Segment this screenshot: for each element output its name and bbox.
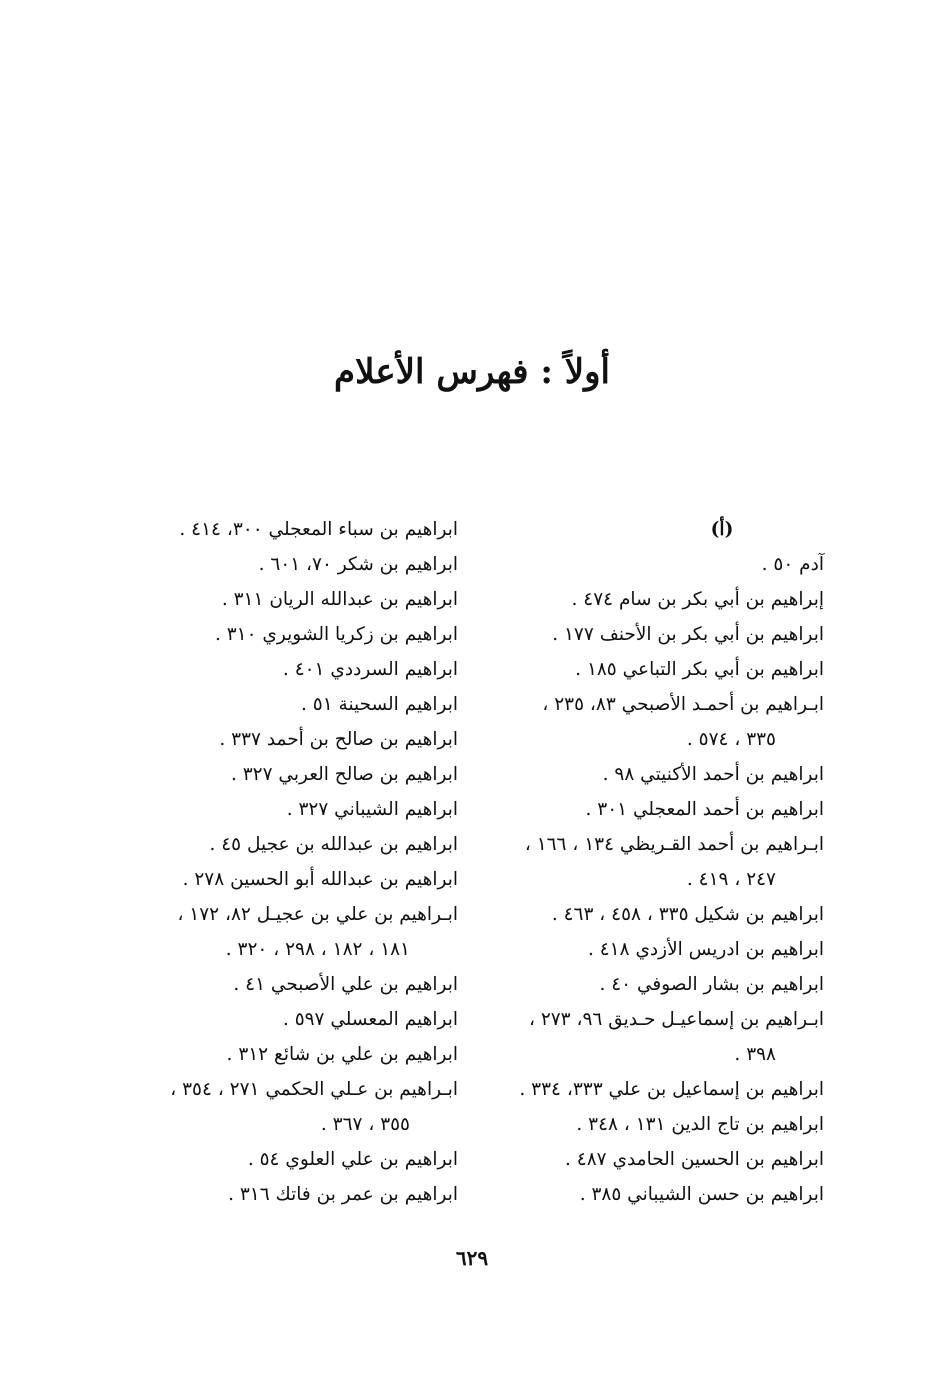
index-entry-continuation: ٣٥٥ ، ٣٦٧ . [320, 1114, 410, 1135]
index-entry: ابراهيم بن أحمد الأكنيتي ٩٨ . [602, 764, 824, 785]
index-entry: ابراهيم بن أبي بكر بن الأحنف ١٧٧ . [552, 624, 824, 645]
index-entry: ابراهيم بن زكريا الشويري ٣١٠ . [214, 624, 458, 645]
index-entry: ابراهيم بن سباء المعجلي ٣٠٠، ٤١٤ . [179, 519, 458, 540]
index-entry: ابراهيم بن شكر ٧٠، ٦٠١ . [258, 554, 458, 575]
index-entry: ابراهيم بن بشار الصوفي ٤٠ . [599, 974, 824, 995]
index-entry-continuation: ٢٤٧ ، ٤١٩ . [686, 869, 776, 890]
page-number: ٦٢٩ [455, 1246, 489, 1270]
index-entry-continuation: ٣٣٥ ، ٥٧٤ . [686, 729, 776, 750]
index-entry: ابراهيم بن علي بن شائع ٣١٢ . [226, 1044, 458, 1065]
index-entry: ابراهيم بن شكيل ٣٣٥ ، ٤٥٨ ، ٤٦٣ . [551, 904, 824, 925]
index-entry: ابراهيم الشيباني ٣٢٧ . [286, 799, 458, 820]
index-entry: ابراهيم بن عبدالله بن عجيل ٤٥ . [209, 834, 458, 855]
index-entry: ابـراهيم بن عـلي الحكمي ٢٧١ ، ٣٥٤ ، [170, 1079, 458, 1100]
index-entry: ابراهيم بن أبي بكر التباعي ١٨٥ . [575, 659, 824, 680]
index-entry: ابراهيم المعسلي ٥٩٧ . [282, 1009, 458, 1030]
index-entry: ابراهيم بن علي العلوي ٥٤ . [247, 1149, 458, 1170]
index-entry: ابراهيم بن عبدالله الريان ٣١١ . [221, 589, 458, 610]
index-entry: آدم ٥٠ . [761, 554, 824, 575]
index-column-left [134, 512, 458, 1212]
index-entry: ابـراهيم بن أحمد القـريظي ١٣٤ ، ١٦٦ ، [524, 834, 824, 855]
index-entry: ابراهيم بن أحمد المعجلي ٣٠١ . [585, 799, 824, 820]
index-entry-continuation: ٣٩٨ . [734, 1044, 776, 1065]
index-entry: ابـراهيم بن علي بن عجيـل ٨٢، ١٧٢ ، [177, 904, 458, 925]
index-entry: ابراهيم السرددي ٤٠١ . [282, 659, 458, 680]
index-entry: إبراهيم بن أبي بكر بن سام ٤٧٤ . [571, 589, 824, 610]
index-entry: ابراهيم بن تاج الدين ١٣١ ، ٣٤٨ . [576, 1114, 824, 1135]
index-entry-continuation: ١٨١ ، ١٨٢ ، ٢٩٨ ، ٣٢٠ . [225, 939, 410, 960]
index-entry: ابراهيم بن علي الأصبحي ٤١ . [233, 974, 458, 995]
index-column-right [500, 512, 824, 1212]
index-entry: ابراهيم بن عبدالله أبو الحسين ٢٧٨ . [182, 869, 458, 890]
index-entry: ابراهيم بن حسن الشيباني ٣٨٥ . [579, 1184, 824, 1205]
index-entry: ابراهيم بن إسماعيل بن علي ٣٣٣، ٣٣٤ . [519, 1079, 824, 1100]
index-entry: ابراهيم بن صالح العربي ٣٢٧ . [230, 764, 458, 785]
index-entry: ابـراهيم بن أحمـد الأصبحي ٨٣، ٢٣٥ ، [542, 694, 824, 715]
index-entry: ابـراهيم بن إسماعيـل حـديق ٩٦، ٢٧٣ ، [528, 1009, 824, 1030]
index-entry: ابراهيم بن صالح بن أحمد ٣٣٧ . [219, 729, 458, 750]
index-entry: ابراهيم بن الحسين الحامدي ٤٨٧ . [565, 1149, 824, 1170]
page-title: أولاً : فهرس الأعلام [334, 352, 610, 392]
index-entry: ابراهيم بن عمر بن فاتك ٣١٦ . [228, 1184, 458, 1205]
index-entry: ابراهيم بن ادريس الأزدي ٤١٨ . [587, 939, 824, 960]
section-heading: (أ) [710, 519, 734, 540]
index-entry: ابراهيم السحينة ٥١ . [301, 694, 458, 715]
